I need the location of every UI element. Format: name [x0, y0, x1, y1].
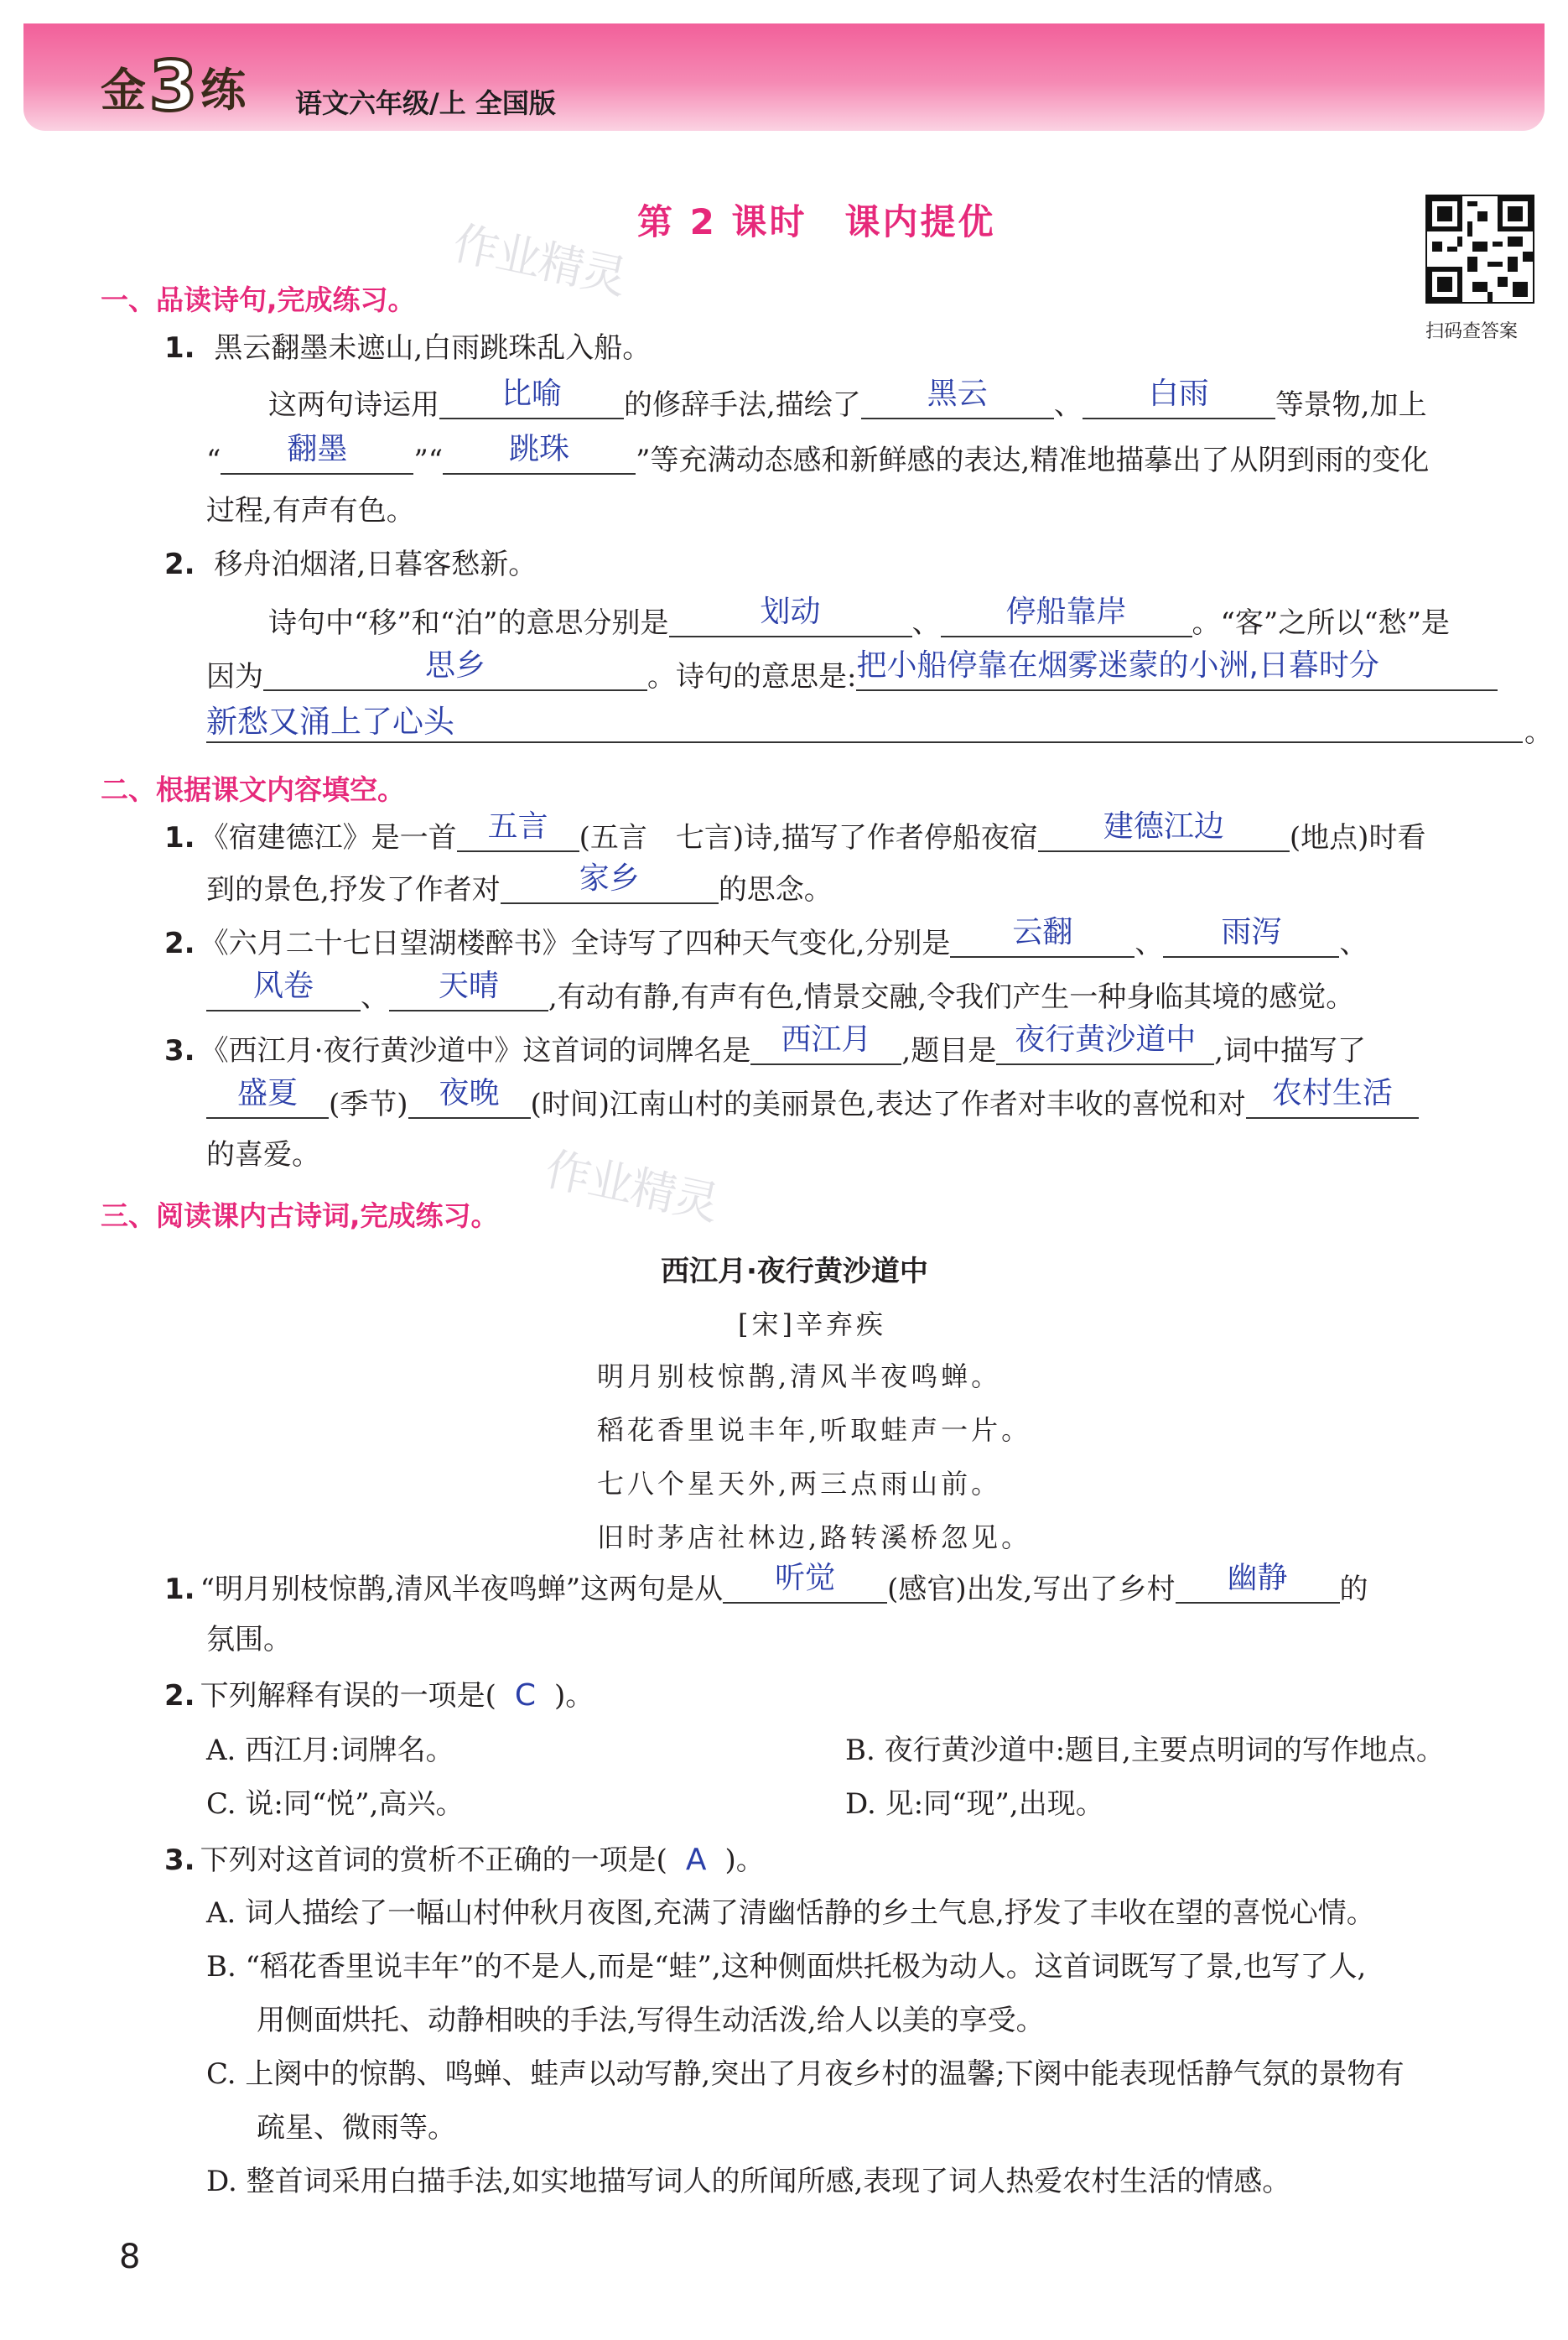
answer-blank[interactable] — [750, 1022, 901, 1065]
text: )。 — [724, 1843, 765, 1877]
verse-text: 黑云翻墨未遮山,白雨跳珠乱入船。 — [214, 331, 652, 365]
s3-q2-stem — [164, 1678, 594, 1713]
s1-q2-line2 — [206, 648, 1498, 694]
text: 诗句中“移”和“泊”的意思分别是 — [268, 606, 669, 640]
text: 这两句诗运用 — [268, 388, 439, 422]
text: 《宿建德江》是一首 — [200, 821, 457, 855]
text: 到的景色,抒发了作者对 — [206, 873, 501, 907]
answer-blank[interactable] — [408, 1076, 531, 1119]
s3-q3-option-b: B. “稻花香里说丰年”的不是人,而是“蛙”,这种侧面烘托极为动人。这首词既写了景,也写了人, — [206, 1950, 1367, 1984]
answer-blank[interactable] — [669, 595, 912, 637]
answer-blank[interactable] — [263, 648, 647, 691]
answer-text: 听觉 — [775, 1561, 836, 1595]
answer-text: 夜晚 — [439, 1076, 500, 1110]
answer-blank[interactable] — [1163, 915, 1339, 958]
answer-text: 停船靠岸 — [1005, 595, 1127, 629]
answer-blank[interactable] — [950, 915, 1134, 958]
section-2-heading: 二、根据课文内容填空。 — [101, 773, 405, 806]
answer-blank[interactable] — [206, 969, 361, 1011]
poem-line-4: 旧时茅店社林边,路转溪桥忽见。 — [597, 1521, 1032, 1553]
qr-label: 扫码查答案 — [1425, 321, 1519, 342]
text: 、 — [1339, 927, 1368, 960]
answer-text: 翻墨 — [287, 432, 348, 466]
s3-q3-option-c-cont: 疏星、微雨等。 — [257, 2111, 456, 2145]
text: 、 — [1053, 388, 1083, 422]
s3-q2-option-a: A. 西江月:词牌名。 — [206, 1734, 454, 1767]
lesson-title: 第 2 课时 课内提优 — [637, 201, 996, 242]
logo-char-jin: 金 — [101, 63, 146, 117]
poem-title: 西江月·夜行黄沙道中 — [661, 1255, 928, 1288]
s1-q2-answer-line[interactable] — [206, 741, 1523, 743]
answer-blank[interactable] — [861, 377, 1054, 419]
text: 的思念。 — [718, 873, 833, 907]
answer-text: 五言 — [487, 809, 548, 844]
poem-line-2: 稻花香里说丰年,听取蛙声一片。 — [597, 1414, 1032, 1446]
answer-blank[interactable] — [1246, 1076, 1419, 1119]
s2-q3-line3: 的喜爱。 — [206, 1138, 320, 1172]
text: 。诗句的意思是: — [647, 660, 857, 694]
s3-q3-stem — [164, 1845, 765, 1875]
s3-q3-option-d: D. 整首词采用白描手法,如实地描写词人的所闻所感,表现了词人热爱农村生活的情感。 — [206, 2165, 1291, 2198]
answer-text: 盛夏 — [236, 1076, 298, 1110]
text: 《六月二十七日望湖楼醉书》全诗写了四种天气变化,分别是 — [200, 927, 951, 960]
watermark-middle: 作业精灵 — [540, 1141, 723, 1230]
text: 、 — [1134, 927, 1164, 960]
choice-answer[interactable]: C — [514, 1678, 536, 1713]
answer-text: 比喻 — [501, 377, 562, 411]
text: 《西江月·夜行黄沙道中》这首词的词牌名是 — [200, 1034, 751, 1068]
s1-q1-verse — [164, 331, 652, 365]
logo-number: 3 — [149, 46, 198, 127]
poem-author: [宋]辛弃疾 — [738, 1308, 886, 1340]
text: (地点)时看 — [1289, 821, 1426, 855]
s2-q3-line2 — [206, 1076, 1419, 1121]
answer-text: 白雨 — [1148, 377, 1209, 411]
text: “ — [206, 444, 221, 477]
answer-text: 幽静 — [1227, 1561, 1288, 1595]
s1-q1-line3: 过程,有声有色。 — [206, 494, 415, 528]
answer-blank[interactable] — [221, 432, 413, 475]
answer-text: 夜行黄沙道中 — [1015, 1022, 1197, 1057]
s1-q1-line1 — [268, 377, 1427, 422]
poem-line-1: 明月别枝惊鹊,清风半夜鸣蝉。 — [597, 1360, 1002, 1392]
choice-answer[interactable]: A — [685, 1843, 707, 1877]
question-number: 1. — [164, 331, 195, 365]
answer-blank[interactable] — [443, 432, 636, 475]
answer-text: 云翻 — [1012, 915, 1073, 949]
book-subtitle: 语文六年级/上 全国版 — [295, 87, 556, 119]
text: 的 — [1339, 1573, 1368, 1606]
header-band — [23, 23, 1545, 131]
question-number: 2. — [164, 1679, 195, 1713]
s3-q1-line1 — [164, 1561, 1368, 1606]
section-1-heading: 一、品读诗句,完成练习。 — [101, 283, 416, 316]
answer-blank[interactable] — [941, 595, 1192, 637]
s2-q2-line2 — [206, 969, 1355, 1014]
watermark-top: 作业精灵 — [448, 216, 631, 304]
section-3-heading: 三、阅读课内古诗词,完成练习。 — [101, 1199, 499, 1232]
s3-q3-option-c: C. 上阕中的惊鹊、鸣蝉、蛙声以动写静,突出了月夜乡村的温馨;下阕中能表现恬静气氛的景物有 — [206, 2057, 1404, 2091]
s3-q3-option-a: A. 词人描绘了一幅山村仲秋月夜图,充满了清幽恬静的乡土气息,抒发了丰收在望的喜悦心情。 — [206, 1896, 1375, 1930]
answer-text: 黑云 — [927, 377, 988, 411]
question-number: 2. — [164, 548, 195, 581]
answer-text: 天晴 — [438, 969, 499, 1003]
brand-logo — [101, 46, 247, 127]
answer-blank[interactable] — [457, 809, 579, 852]
s1-q2-verse — [164, 550, 537, 579]
answer-text: 风卷 — [252, 969, 314, 1003]
s3-q2-option-d: D. 见:同“现”,出现。 — [845, 1787, 1104, 1821]
s1-q2-period: 。 — [1524, 715, 1553, 749]
page-number: 8 — [119, 2238, 141, 2276]
answer-blank[interactable] — [206, 1076, 329, 1119]
poem-line-3: 七八个星天外,两三点雨山前。 — [597, 1468, 1002, 1500]
s2-q1-line2 — [206, 861, 833, 907]
s3-q1-line2: 氛围。 — [206, 1623, 292, 1656]
answer-text: 农村生活 — [1271, 1076, 1393, 1110]
answer-blank[interactable] — [1176, 1561, 1340, 1604]
text: “明月别枝惊鹊,清风半夜鸣蝉”这两句是从 — [200, 1573, 724, 1606]
answer-text: 雨泻 — [1221, 915, 1282, 949]
answer-blank[interactable] — [439, 377, 624, 419]
logo-char-lian: 练 — [200, 63, 247, 117]
answer-blank[interactable] — [389, 969, 548, 1011]
s3-q2-option-c: C. 说:同“悦”,高兴。 — [206, 1787, 465, 1821]
answer-blank[interactable] — [1083, 377, 1275, 419]
text: 因为 — [206, 660, 263, 694]
s1-q1-line2 — [206, 432, 1430, 477]
question-number: 3. — [164, 1843, 195, 1877]
text: (时间)江南山村的美丽景色,表达了作者对丰收的喜悦和对 — [530, 1088, 1246, 1121]
text: 下列解释有误的一项是( — [200, 1679, 496, 1713]
s2-q1-line1 — [164, 809, 1426, 855]
text: ”等充满动态感和新鲜感的表达,精准地描摹出了从阴到雨的变化 — [636, 444, 1430, 477]
text: 的修辞手法,描绘了 — [624, 388, 861, 422]
text: ,有动有静,有声有色,情景交融,令我们产生一种身临其境的感觉。 — [548, 980, 1355, 1014]
question-number: 1. — [164, 821, 195, 855]
answer-text: 把小船停靠在烟雾迷蒙的小洲,日暮时分 — [856, 648, 1379, 683]
s2-q3-line1 — [164, 1022, 1367, 1068]
answer-text: 思乡 — [424, 648, 485, 683]
answer-text: 建德江边 — [1103, 809, 1224, 844]
text: ”“ — [413, 444, 444, 477]
question-number: 2. — [164, 927, 195, 960]
question-number: 3. — [164, 1034, 195, 1068]
text: (五言 七言)诗,描写了作者停船夜宿 — [579, 821, 1038, 855]
answer-text: 跳珠 — [509, 432, 570, 466]
s3-q2-option-b: B. 夜行黄沙道中:题目,主要点明词的写作地点。 — [845, 1734, 1445, 1767]
s3-q3-option-b-cont: 用侧面烘托、动静相映的手法,写得生动活泼,给人以美的享受。 — [257, 2004, 1045, 2037]
answer-text: 划动 — [760, 595, 821, 629]
text: 、 — [361, 980, 389, 1014]
text: (季节) — [329, 1088, 408, 1121]
s1-q2-line1 — [268, 595, 1451, 640]
verse-text: 移舟泊烟渚,日暮客愁新。 — [214, 548, 537, 581]
qr-code-icon[interactable] — [1425, 195, 1534, 304]
text: 。“客”之所以“愁”是 — [1192, 606, 1451, 640]
answer-blank[interactable] — [856, 648, 1498, 691]
question-number: 1. — [164, 1573, 195, 1606]
text: 下列对这首词的赏析不正确的一项是( — [200, 1843, 667, 1877]
text: )。 — [553, 1679, 594, 1713]
text: (感官)出发,写出了乡村 — [887, 1573, 1176, 1606]
text: ,词中描写了 — [1214, 1034, 1367, 1068]
answer-blank[interactable] — [1038, 809, 1290, 852]
answer-blank[interactable] — [501, 861, 719, 904]
text: 等景物,加上 — [1275, 388, 1427, 422]
text: ,题目是 — [901, 1034, 997, 1068]
s1-q2-answer-continued: 新愁又涌上了心头 — [206, 704, 454, 740]
answer-text: 家乡 — [579, 861, 640, 896]
answer-blank[interactable] — [723, 1561, 887, 1604]
answer-blank[interactable] — [996, 1022, 1214, 1065]
answer-text: 西江月 — [781, 1022, 872, 1057]
s2-q2-line1 — [164, 915, 1368, 960]
text: 、 — [911, 606, 941, 640]
